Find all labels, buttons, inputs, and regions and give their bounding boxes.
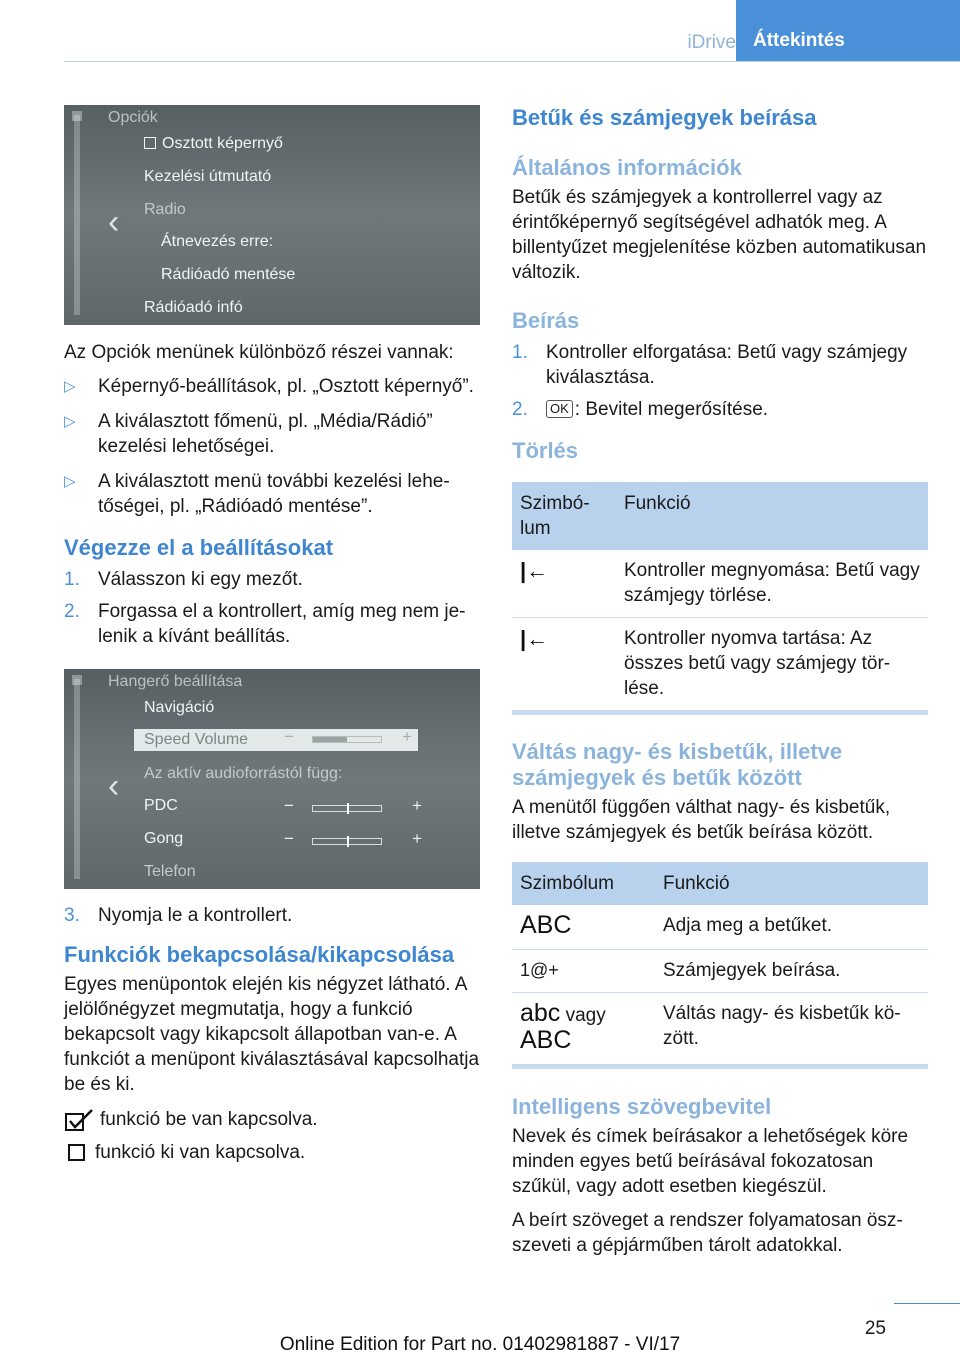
table-cell <box>512 550 616 618</box>
table-row <box>512 905 928 950</box>
backspace-icon: |← <box>520 626 549 651</box>
uppercase-icon: ABC <box>520 911 572 939</box>
table-cell <box>512 905 655 950</box>
menu-item-manual: Kezelési útmutató <box>144 168 272 185</box>
settings-heading: Végezze el a beállításokat <box>64 535 334 560</box>
table-cell <box>512 618 616 711</box>
switch-table <box>512 862 928 1064</box>
table-row <box>512 993 928 1065</box>
options-intro: Az Opciók menünek különböző részei vannak: <box>64 342 454 363</box>
ok-icon: OK <box>546 400 573 418</box>
switch-text: A menütől függően válthat nagy- és kisbetűk, illetve számjegyek és betűk beírása között. <box>512 797 891 843</box>
settings-step-3 <box>64 903 480 928</box>
menu-item-station-info: Rádióadó infó <box>144 299 243 316</box>
lowercase-icon: abc <box>520 999 561 1027</box>
toggle-text: Egyes menüpontok elején kis négyzet látható. A jelölőnégyzet megmutatja, hogy a funkció bekapcsolt vagy kikapcsolt állapotban van-e. A funkciót a menüpont kiválasztásával kapcsolhatja be és ki. <box>64 974 480 1095</box>
smart-text-2: A beírt szöveget a rendszer folyamatosan öszszeveti a gépjárműben tárolt adatokkal. <box>512 1210 903 1256</box>
table-cell: abc vagy ABC <box>520 999 606 1054</box>
unchecked-legend <box>64 1140 480 1165</box>
input-heading: Beírás <box>512 308 580 333</box>
triangle-bullet-icon: ▷ <box>64 378 76 395</box>
speed-volume-slider: − + <box>284 727 412 746</box>
page-header <box>0 0 960 62</box>
options-menu-screenshot <box>64 105 480 325</box>
menu-item-rename: Átnevezés erre: <box>161 233 274 250</box>
backspace-icon: |← <box>520 558 549 583</box>
pdc-slider: − + <box>284 796 422 815</box>
menu-item-gong: Gong <box>144 830 184 847</box>
checked-legend <box>64 1107 480 1132</box>
table-cell: Adja meg a betűket. <box>655 905 928 950</box>
speed-volume-row <box>134 729 418 751</box>
smart-heading: Intelligens szövegbevitel <box>512 1094 772 1119</box>
table-header: Funkció <box>616 482 928 550</box>
delete-heading: Törlés <box>512 438 579 463</box>
input-steps <box>512 340 928 422</box>
delete-table <box>512 482 928 710</box>
toggle-heading: Funkciók bekapcsolása/kikapcsolása <box>64 942 455 967</box>
table-cell <box>512 950 655 993</box>
page-number: 25 <box>864 1318 886 1339</box>
digits-icon: 1@+ <box>520 960 559 980</box>
volume-settings-screenshot <box>64 669 480 889</box>
table-cell: Számjegyek beírása. <box>655 950 928 993</box>
menu-item-split-screen <box>144 135 283 153</box>
list-item: 2. OK : Bevitel megerősítése. <box>512 399 769 420</box>
general-heading: Általános információk <box>512 155 742 180</box>
table-header-row <box>512 862 928 905</box>
list-item: 3. Nyomja le a kontrollert. <box>64 905 293 926</box>
screen-title: Opciók <box>108 109 158 126</box>
table-header: Szimbólum <box>512 862 655 905</box>
letters-heading: Betűk és számjegyek beírása <box>512 105 817 130</box>
table-cell: Kontroller megnyomása: Betű vagy számjegy törlése. <box>616 550 928 618</box>
header-rule <box>64 61 960 62</box>
uppercase-icon: ABC <box>520 1026 572 1054</box>
list-item: ▷ A kiválasztott menü további kezelési lehetőségei, pl. „Rádióadó mentése”. <box>64 471 450 517</box>
gong-slider: − + <box>284 829 422 848</box>
menu-item-navigation: Navigáció <box>144 699 215 716</box>
triangle-bullet-icon: ▷ <box>64 413 76 430</box>
smart-text-1: Nevek és címek beírásakor a lehetőségek köre minden egyes betű beírásával fokozatosan szűkül, vagy adott esetben kiegészül. <box>512 1126 909 1197</box>
table-row <box>512 550 928 618</box>
table-header: Funkció <box>655 862 928 905</box>
menu-item-pdc: PDC <box>144 797 178 814</box>
menu-item-phone: Telefon <box>144 863 196 880</box>
menu-section-radio: Radio <box>144 201 186 218</box>
triangle-bullet-icon: ▷ <box>64 473 76 490</box>
settings-steps <box>64 567 480 649</box>
list-item: 2. Forgassa el a kontrollert, amíg meg nem jelenik a kívánt beállítás. <box>64 601 466 647</box>
checked-text: funkció be van kapcsolva. <box>100 1109 318 1130</box>
table-cell: Váltás nagy- és kisbetűk között. <box>663 1003 901 1049</box>
edition-footer: Online Edition for Part no. 01402981887 - VI/17 <box>279 1334 681 1355</box>
screen-rail <box>74 679 80 879</box>
list-item: 1. Kontroller elforgatása: Betű vagy számjegy kiválasztása. <box>512 342 908 388</box>
screen-title: Hangerő beállítása <box>108 673 243 690</box>
speed-volume-label: Speed Volume <box>144 731 249 748</box>
switch-heading: Váltás nagy- és kisbetűk, illetve számjegyek és betűk között <box>512 739 843 790</box>
unchecked-text: funkció ki van kapcsolva. <box>95 1142 306 1163</box>
list-item: ▷ A kiválasztott főmenü, pl. „Média/Rádió” kezelési lehetőségei. <box>64 411 433 457</box>
left-column <box>64 105 480 1165</box>
options-bullet-list <box>64 374 480 519</box>
table-header: Szimbólum <box>512 482 616 550</box>
audio-source-label: Az aktív audioforrástól függ: <box>144 765 343 782</box>
menu-item-label: Osztott képernyő <box>162 135 283 152</box>
table-header-row <box>512 482 928 550</box>
checkbox-icon <box>144 137 156 149</box>
screen-rail <box>74 115 80 315</box>
table-row <box>512 950 928 993</box>
back-arrow-icon: ‹ <box>108 767 120 805</box>
footer-rule <box>894 1303 960 1304</box>
list-item: ▷ Képernyő-beállítások, pl. „Osztott képernyő”. <box>64 376 474 397</box>
general-text: Betűk és számjegyek a kontrollerrel vagy az érintőképernyő segítségével adhatók meg. A billentyűzet megjelenítése közben automatikusan változik. <box>512 187 927 283</box>
right-column <box>512 105 928 1258</box>
header-tab-idrive[interactable]: iDrive <box>687 32 736 53</box>
slider-knob <box>347 836 349 847</box>
table-end-rule <box>512 710 928 715</box>
header-tab-overview[interactable]: Áttekintés <box>736 0 960 62</box>
slider-knob <box>347 803 349 814</box>
back-arrow-icon: ‹ <box>108 203 120 241</box>
table-end-rule <box>512 1064 928 1069</box>
table-row <box>512 618 928 711</box>
unchecked-box-icon <box>68 1144 85 1161</box>
list-item: 1. Válasszon ki egy mezőt. <box>64 569 303 590</box>
menu-item-save-station: Rádióadó mentése <box>161 266 296 283</box>
checked-box-icon <box>64 1108 98 1132</box>
table-cell: Kontroller nyomva tartása: Az összes betű vagy számjegy törlése. <box>624 628 891 699</box>
